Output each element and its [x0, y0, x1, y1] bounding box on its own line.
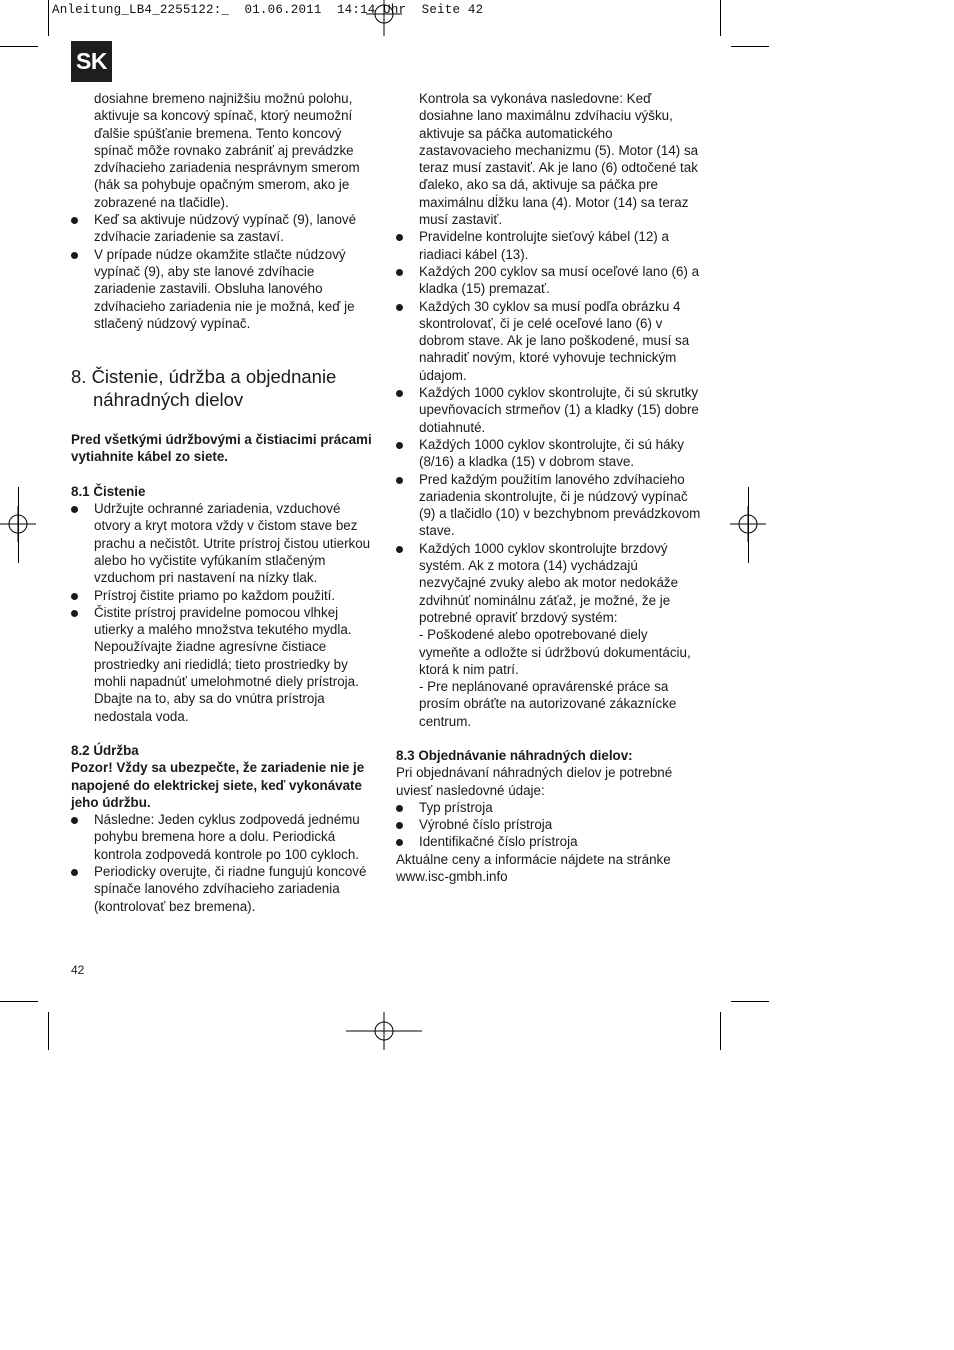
- crop-mark: [731, 1001, 769, 1002]
- bullet-icon: [396, 442, 403, 449]
- bullet-icon: [396, 304, 403, 311]
- order-footer: Aktuálne ceny a informácie nájdete na stránke www.isc-gmbh.info: [396, 851, 671, 885]
- list-item: Čistite prístroj pravidelne pomocou vlhkej utierky a malého množstva tekutého mydla. Nepoužívajte žiadne agresívne čistiace prostriedky ani riedidlá; tieto prostriedky by mohli napadnúť umelohmotné diely prístroja. Dbajte na to, aby sa do vnútra prístroja nedostala voda.: [71, 604, 376, 725]
- bullet-icon: [71, 869, 78, 876]
- list-item: Pred každým použitím lanového zdvíhacieho zariadenia skontrolujte, či je núdzový vypínač (9) a tlačidlo (10) v bezchybnom prevádzkovom stave.: [396, 471, 701, 540]
- registration-mark-icon: [346, 1012, 422, 1050]
- crop-mark: [731, 46, 769, 47]
- list-item: Typ prístroja: [396, 799, 701, 816]
- bullet-icon: [396, 805, 403, 812]
- bullet-icon: [396, 269, 403, 276]
- bullet-icon: [396, 390, 403, 397]
- list-item: Prístroj čistite priamo po každom použití.: [71, 587, 376, 604]
- crop-mark: [48, 1012, 49, 1050]
- maintenance-bullet-list: [71, 811, 376, 915]
- cleaning-bullet-list: [71, 500, 376, 725]
- registration-mark-icon: [366, 0, 402, 36]
- section-8-3-title: 8.3 Objednávanie náhradných dielov:: [396, 747, 633, 763]
- list-item: Každých 30 cyklov sa musí podľa obrázku 4 skontrolovať, či je celé oceľové lano (6) v dobrom stave. Ak je lano poškodené, musí sa nahradiť novým, ktoré vyhovuje technickým údajom.: [396, 298, 701, 384]
- bullet-icon: [396, 839, 403, 846]
- section-8-1-title: 8.1 Čistenie: [71, 483, 146, 499]
- intro-bullet-list: [71, 211, 376, 332]
- list-item: V prípade núdze okamžite stlačte núdzový vypínač (9), aby ste lanové zdvíhacie zariadenie zastavili. Obsluha lanového zdvíhacieho zariadenia nie je možná, keď je stlačený núdzový vypínač.: [71, 246, 376, 332]
- bullet-icon: [71, 506, 78, 513]
- list-item: Periodicky overujte, či riadne fungujú koncové spínače lanového zdvíhacieho zariadenia (kontrolovať bez bremena).: [71, 863, 376, 915]
- section-heading: 8. Čistenie, údržba a objednanie náhradných dielov: [71, 366, 337, 411]
- list-item: Každých 200 cyklov sa musí oceľové lano (6) a kladka (15) premazať.: [396, 263, 701, 298]
- bullet-icon: [71, 610, 78, 617]
- bullet-icon: [71, 252, 78, 259]
- list-item: Keď sa aktivuje núdzový vypínač (9), lanové zdvíhacie zariadenie sa zastaví.: [71, 211, 376, 246]
- bullet-icon: [396, 546, 403, 553]
- crop-mark: [18, 487, 19, 563]
- list-item: Výrobné číslo prístroja: [396, 816, 701, 833]
- page-number: 42: [71, 963, 85, 977]
- bullet-icon: [71, 593, 78, 600]
- list-item: Pravidelne kontrolujte sieťový kábel (12) a riadiaci kábel (13).: [396, 228, 701, 263]
- list-item: Udržujte ochranné zariadenia, vzduchové otvory a kryt motora vždy v čistom stave bez prachu a nečistôt. Utrite prístroj čistou utierkou alebo ho vyčistite vyfúkaním stlačeným vzduchom pri nastavení na nízky tlak.: [71, 500, 376, 586]
- maintenance-warning: Pozor! Vždy sa ubezpečte, že zariadenie nie je napojené do elektrickej siete, keď vykonávate jeho údržbu.: [71, 760, 365, 810]
- crop-mark: [720, 0, 721, 36]
- crop-mark: [748, 487, 749, 563]
- check-continuation: Kontrola sa vykonáva nasledovne: Keď dosiahne lano maximálnu zdvíhaciu výšku, aktivuje sa páčka automatického zastavovacieho mechanizmu (5). Motor (14) sa teraz musí zastaviť. Ak je lano (6) odtočené tak ďaleko, ako sa dá, aktivuje sa páčka pre maximálnu dĺžku lana (4). Motor (14) sa teraz musí zastaviť.: [419, 91, 699, 228]
- crop-mark: [0, 1001, 38, 1002]
- list-item: Následne: Jeden cyklus zodpovedá jednému pohybu bremena hore a dolu. Periodická kontrola zodpovedá kontrole po 100 cykloch.: [71, 811, 376, 863]
- list-item: Každých 1000 cyklov skontrolujte, či sú skrutky upevňovacích strmeňov (1) a kladky (15) dobre dotiahnuté.: [396, 384, 701, 436]
- right-column: [396, 90, 701, 885]
- crop-mark: [0, 46, 38, 47]
- bullet-icon: [396, 234, 403, 241]
- language-badge: SK: [71, 41, 112, 82]
- list-item: Identifikačné číslo prístroja: [396, 833, 701, 850]
- crop-mark: [720, 1012, 721, 1050]
- bullet-icon: [396, 822, 403, 829]
- print-slug: Anleitung_LB4_2255122:_ 01.06.2011 14:14 Uhr Seite 42: [52, 3, 484, 17]
- left-column: [71, 90, 376, 915]
- list-item: Každých 1000 cyklov skontrolujte brzdový systém. Ak z motora (14) vychádzajú nezvyčajné zvuky alebo ak motor nedokáže zdvihnúť nominálnu záťaž, je možné, že je potrebné opraviť brzdový systém: - Poškodené alebo opotrebované diely vymeňte a odložte si údržbovú dokumentáciu, ktorá k nim patrí. - Pre neplánované opravárenské práce sa prosím obráťte na autorizované zákaznícke centrum.: [396, 540, 701, 730]
- bullet-icon: [71, 817, 78, 824]
- crop-mark: [48, 0, 49, 36]
- section-8-2-title: 8.2 Údržba: [71, 742, 139, 758]
- bullet-icon: [71, 217, 78, 224]
- list-item: Každých 1000 cyklov skontrolujte, či sú háky (8/16) a kladka (15) v dobrom stave.: [396, 436, 701, 471]
- order-intro: Pri objednávaní náhradných dielov je potrebné uviesť nasledovné údaje:: [396, 765, 673, 798]
- safety-warning: Pred všetkými údržbovými a čistiacimi prácami vytiahnite kábel zo siete.: [71, 432, 372, 465]
- bullet-icon: [396, 477, 403, 484]
- inspection-bullet-list: [396, 228, 701, 730]
- order-bullet-list: [396, 799, 701, 851]
- intro-continuation: dosiahne bremeno najnižšiu možnú polohu, aktivuje sa koncový spínač, ktorý neumožní ďalšie spúšťanie bremena. Tento koncový spínač môže rovnako zabrániť aj prevádzke zdvíhacieho zariadenia nesprávnym smerom (hák sa pohybuje opačným smerom, ako je zobrazené na tlačidle).: [94, 91, 360, 210]
